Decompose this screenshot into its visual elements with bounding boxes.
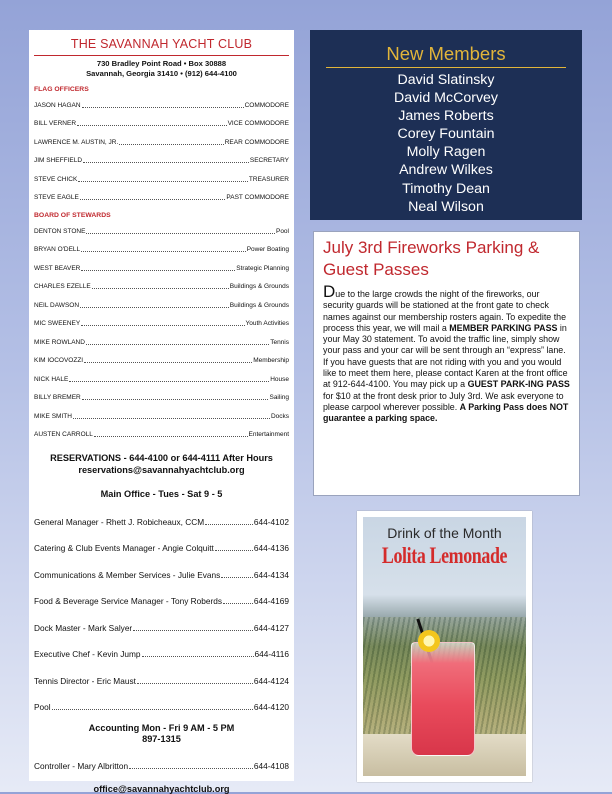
office-contact-row: [34, 664, 289, 691]
steward-name: BRYAN O'DELL: [34, 246, 81, 253]
office-contact-value: 644-4124: [253, 675, 289, 686]
drink-of-month-box: [357, 511, 532, 782]
steward-name: MIKE SMITH: [34, 412, 72, 420]
office-contact-name: Pool: [34, 702, 51, 712]
dot-leader: [119, 144, 223, 145]
flag-officers-heading: FLAG OFFICERS: [34, 86, 89, 93]
new-member-name: David McCorvey: [393, 90, 499, 107]
flag-officer-name: LAWRENCE M. AUSTIN, JR.: [34, 138, 119, 146]
fireworks-text-1: ue to the large crowds the night of the fireworks, our security guards will be stationed at the front gate to check names against our membership rosters again. To expedite the process this year, we will mail a: [323, 289, 567, 333]
office-contact-name: Tennis Director - Eric Maust: [34, 675, 136, 686]
steward-value: Tennis: [270, 338, 289, 346]
office-contact-value: 644-4120: [253, 702, 289, 712]
dot-leader: [137, 683, 253, 684]
office-contact-row: [34, 558, 289, 585]
office-contact-name: Dock Master - Mark Salyer: [34, 622, 133, 633]
dot-leader: [94, 436, 248, 437]
drink-label: Drink of the Month: [387, 525, 502, 541]
fireworks-bold-2: GUEST PARK-ING PASS: [467, 379, 570, 390]
flag-officer-name: JIM SHEFFIELD: [34, 157, 83, 164]
dot-leader: [82, 399, 269, 400]
office-contact-value: 644-4134: [253, 569, 289, 580]
accounting-phone: 897-1315: [142, 734, 181, 744]
office-contact-row: [34, 585, 289, 612]
new-members-box: [310, 30, 582, 220]
fireworks-text-2: in your May 30 statement. To avoid the traffic line, simply show your pass and your car will be sent through an “express” lane. If you have guests that are not riding with you and you would like to meet them here, please contact Karen at the front office at 912-644-4100. You may pick up a: [323, 322, 568, 390]
flag-officers-list: [34, 94, 289, 205]
new-member-name: Andrew Wilkes: [399, 162, 493, 179]
flag-officer-name: STEVE CHICK: [34, 175, 78, 183]
club-address-line1: 730 Bradley Point Road • Box 30888: [96, 59, 227, 68]
steward-name: MIKE ROWLAND: [34, 338, 85, 346]
steward-row: [34, 405, 289, 424]
flag-officer-value: SECRETARY: [249, 157, 289, 164]
dot-leader: [92, 288, 229, 289]
steward-value: Buildings & Grounds: [229, 283, 289, 290]
dot-leader: [80, 307, 229, 308]
flag-officer-row: [34, 187, 289, 206]
steward-name: BILLY BREMER: [34, 394, 81, 401]
fireworks-dropcap: D: [323, 282, 336, 301]
main-office-heading: Main Office - Tues - Sat 9 - 5: [100, 489, 223, 499]
accounting-hours: Accounting Mon - Fri 9 AM - 5 PM: [88, 723, 235, 733]
dot-leader: [215, 550, 253, 551]
dot-leader: [77, 125, 227, 126]
steward-row: [34, 294, 289, 313]
dot-leader: [52, 709, 253, 710]
new-members-list: [310, 71, 582, 216]
fireworks-bold-3: A Parking Pass does NOT guarantee a parking space.: [323, 401, 569, 424]
office-contact-name: Communications & Member Services - Julie Evans: [34, 569, 221, 580]
steward-value: Strategic Planning: [236, 264, 289, 272]
flag-officer-value: TREASURER: [248, 175, 289, 183]
dot-leader: [205, 524, 253, 525]
steward-row: [34, 220, 289, 239]
accounting-contact-value: 644-4108: [253, 760, 289, 771]
flag-officer-name: JASON HAGAN: [34, 101, 81, 109]
steward-row: [34, 239, 289, 258]
fireworks-body: [323, 282, 570, 425]
steward-name: DENTON STONE: [34, 227, 86, 235]
accounting-info: [34, 723, 289, 745]
lemon-slice-icon: [418, 630, 440, 652]
dot-leader: [81, 251, 246, 252]
dot-leader: [129, 768, 253, 769]
stewards-list: [34, 220, 289, 442]
steward-name: CHARLES EZELLE: [34, 283, 91, 290]
dot-leader: [69, 381, 269, 382]
dot-leader: [81, 325, 244, 326]
fireworks-title: July 3rd Fireworks Parking & Guest Passes: [323, 238, 540, 279]
new-member-name: Corey Fountain: [397, 126, 495, 143]
office-email[interactable]: office@savannahyachtclub.org: [93, 783, 230, 794]
reservations-email[interactable]: reservations@savannahyachtclub.org: [78, 465, 245, 475]
dot-leader: [81, 270, 235, 271]
steward-name: WEST BEAVER: [34, 264, 81, 272]
flag-officer-row: [34, 131, 289, 150]
dot-leader: [142, 656, 254, 657]
steward-value: House: [270, 375, 289, 383]
drink-photo: [363, 517, 526, 776]
office-contact-value: 644-4116: [254, 649, 289, 659]
dot-leader: [223, 603, 253, 604]
flag-officer-name: BILL VERNER: [34, 120, 77, 127]
office-contact-row: [34, 532, 289, 559]
drink-name: Lolita Lemonade: [381, 543, 508, 568]
club-directory-panel: [29, 30, 294, 794]
stewards-heading: BOARD OF STEWARDS: [34, 212, 111, 219]
flag-officer-name: STEVE EAGLE: [34, 194, 79, 201]
dot-leader: [84, 362, 252, 363]
steward-value: Sailing: [269, 394, 289, 401]
fireworks-text-3: for $10 at the front desk prior to July 3rd. We ask everyone to please carpool wherever possible.: [323, 390, 564, 412]
steward-value: Docks: [270, 412, 289, 420]
steward-name: KIM IOCOVOZZI: [34, 357, 84, 364]
dot-leader: [133, 630, 253, 631]
steward-row: [34, 424, 289, 443]
steward-value: Membership: [253, 357, 289, 364]
steward-row: [34, 331, 289, 350]
steward-name: AUSTEN CARROLL: [34, 431, 93, 438]
steward-row: [34, 350, 289, 369]
steward-row: [34, 257, 289, 276]
club-title: THE SAVANNAH YACHT CLUB: [70, 37, 253, 51]
new-member-name: David Slatinsky: [397, 72, 495, 88]
office-contact-value: 644-4169: [253, 596, 289, 606]
office-contact-value: 644-4136: [253, 543, 289, 553]
new-members-title: New Members: [386, 43, 506, 64]
steward-value: Youth Activities: [245, 320, 289, 327]
office-contact-name: Executive Chef - Kevin Jump: [34, 649, 141, 659]
new-member-name: Neal Wilson: [408, 198, 484, 215]
reservations-info: [34, 452, 289, 476]
steward-row: [34, 387, 289, 406]
office-contact-name: Food & Beverage Service Manager - Tony Roberds: [34, 596, 223, 606]
flag-officer-value: PAST COMMODORE: [226, 194, 289, 201]
fireworks-article: [313, 231, 580, 496]
office-contact-value: 644-4127: [253, 622, 289, 633]
dot-leader: [86, 233, 275, 234]
steward-row: [34, 313, 289, 332]
accounting-contact-name: Controller - Mary Albritton: [34, 760, 129, 771]
flag-officer-value: VICE COMMODORE: [227, 120, 289, 127]
club-address-line2: Savannah, Georgia 31410 • (912) 644-4100: [86, 69, 237, 78]
flag-officer-row: [34, 94, 289, 113]
steward-value: Pool: [275, 227, 289, 235]
lemonade-glass-icon: [411, 642, 475, 756]
office-contact-row: [34, 611, 289, 638]
steward-name: NEIL DAWSON: [34, 301, 80, 309]
new-member-name: Timothy Dean: [402, 180, 490, 197]
steward-row: [34, 368, 289, 387]
reservations-phone: RESERVATIONS - 644-4100 or 644-4111 After Hours: [50, 453, 273, 463]
new-member-name: James Roberts: [398, 108, 494, 125]
dot-leader: [73, 418, 270, 419]
flag-officer-row: [34, 168, 289, 187]
dot-leader: [78, 181, 248, 182]
steward-name: NICK HALE: [34, 375, 69, 383]
office-contact-row: [34, 691, 289, 718]
dot-leader: [86, 344, 269, 345]
dot-leader: [221, 577, 253, 578]
fireworks-bold-1: MEMBER PARKING PASS: [449, 322, 558, 333]
office-contact-value: 644-4102: [253, 516, 289, 527]
dot-leader: [82, 107, 244, 108]
steward-value: Entertainment: [248, 431, 289, 438]
flag-officer-value: REAR COMMODORE: [224, 138, 289, 146]
office-contact-row: [34, 638, 289, 665]
new-member-name: Molly Ragen: [406, 144, 486, 161]
accounting-contact-row: [34, 749, 289, 776]
steward-row: [34, 276, 289, 295]
title-rule: [34, 55, 289, 56]
flag-officer-row: [34, 113, 289, 132]
dot-leader: [80, 199, 226, 200]
dot-leader: [83, 162, 249, 163]
flag-officer-row: [34, 150, 289, 169]
flag-officer-value: COMMODORE: [244, 101, 289, 109]
steward-value: Power Boating: [246, 246, 289, 253]
steward-name: MIC SWEENEY: [34, 320, 81, 327]
main-office-list: [34, 505, 289, 717]
accounting-list: [34, 749, 289, 776]
new-members-rule: [326, 67, 566, 68]
office-contact-name: General Manager - Rhett J. Robicheaux, CCM: [34, 516, 205, 527]
steward-value: Buildings & Grounds: [229, 301, 289, 309]
office-contact-row: [34, 505, 289, 532]
office-contact-name: Catering & Club Events Manager - Angie Colquitt: [34, 543, 214, 553]
